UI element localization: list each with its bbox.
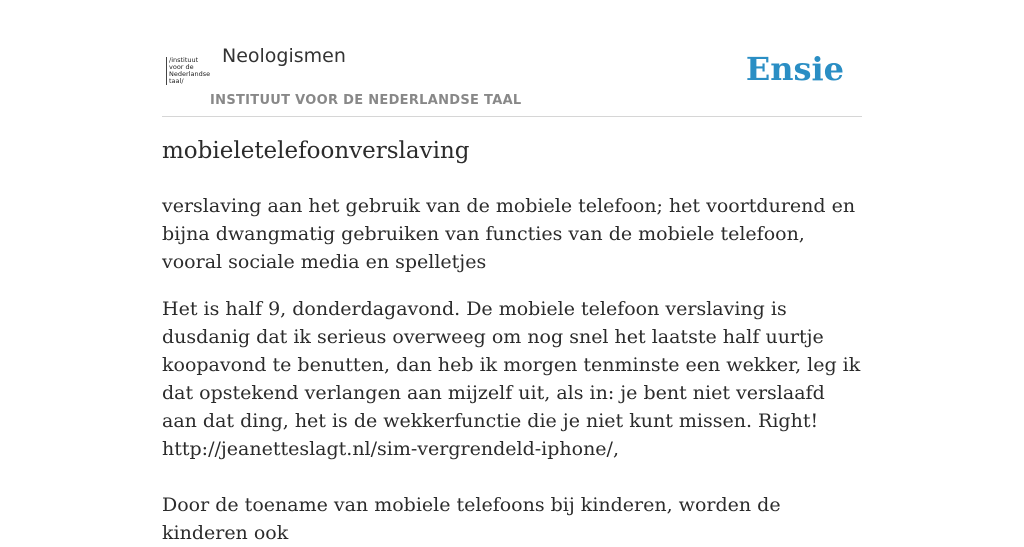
spacer bbox=[162, 463, 862, 491]
page bbox=[162, 0, 862, 544]
entry-examples bbox=[162, 295, 862, 547]
entry-definition: verslaving aan het gebruik van de mobiele telefoon; het voortdurend en bijna dwangmatig gebruiken van functies van de mobiele telefoon, vooral sociale media en spelletjes bbox=[162, 195, 856, 273]
logo-line: Nederlandse bbox=[169, 70, 211, 78]
institute-name: INSTITUUT VOOR DE NEDERLANDSE TAAL bbox=[210, 93, 522, 108]
example-quote: Het is half 9, donderdagavond. De mobiele telefoon verslaving is dusdanig dat ik serieus overweeg om nog snel het laatste half uurtje koopavond te benutten, dan heb ik morgen tenminste een wekker, leg ik dat opstekend verlangen aan mijzelf uit, als in: je bent niet verslaafd aan dat ding, het is de wekkerfunctie die je niet kunt missen. Right! bbox=[162, 298, 861, 432]
header bbox=[162, 0, 862, 117]
institute-logo[interactable] bbox=[166, 57, 209, 85]
logo-line: voor de bbox=[169, 63, 194, 71]
ensie-brand-link[interactable]: Ensie bbox=[745, 50, 844, 88]
example-quote: Door de toename van mobiele telefoons bij kinderen, worden de kinderen ook bbox=[162, 494, 781, 544]
entry-term: mobieletelefoonverslaving bbox=[162, 138, 470, 164]
example-source-link[interactable]: http://jeanetteslagt.nl/sim-vergrendeld-iphone/, bbox=[162, 438, 619, 460]
logo-line: /instituut bbox=[169, 56, 199, 64]
collection-title[interactable]: Neologismen bbox=[222, 45, 346, 67]
logo-line: taal/ bbox=[169, 77, 184, 85]
